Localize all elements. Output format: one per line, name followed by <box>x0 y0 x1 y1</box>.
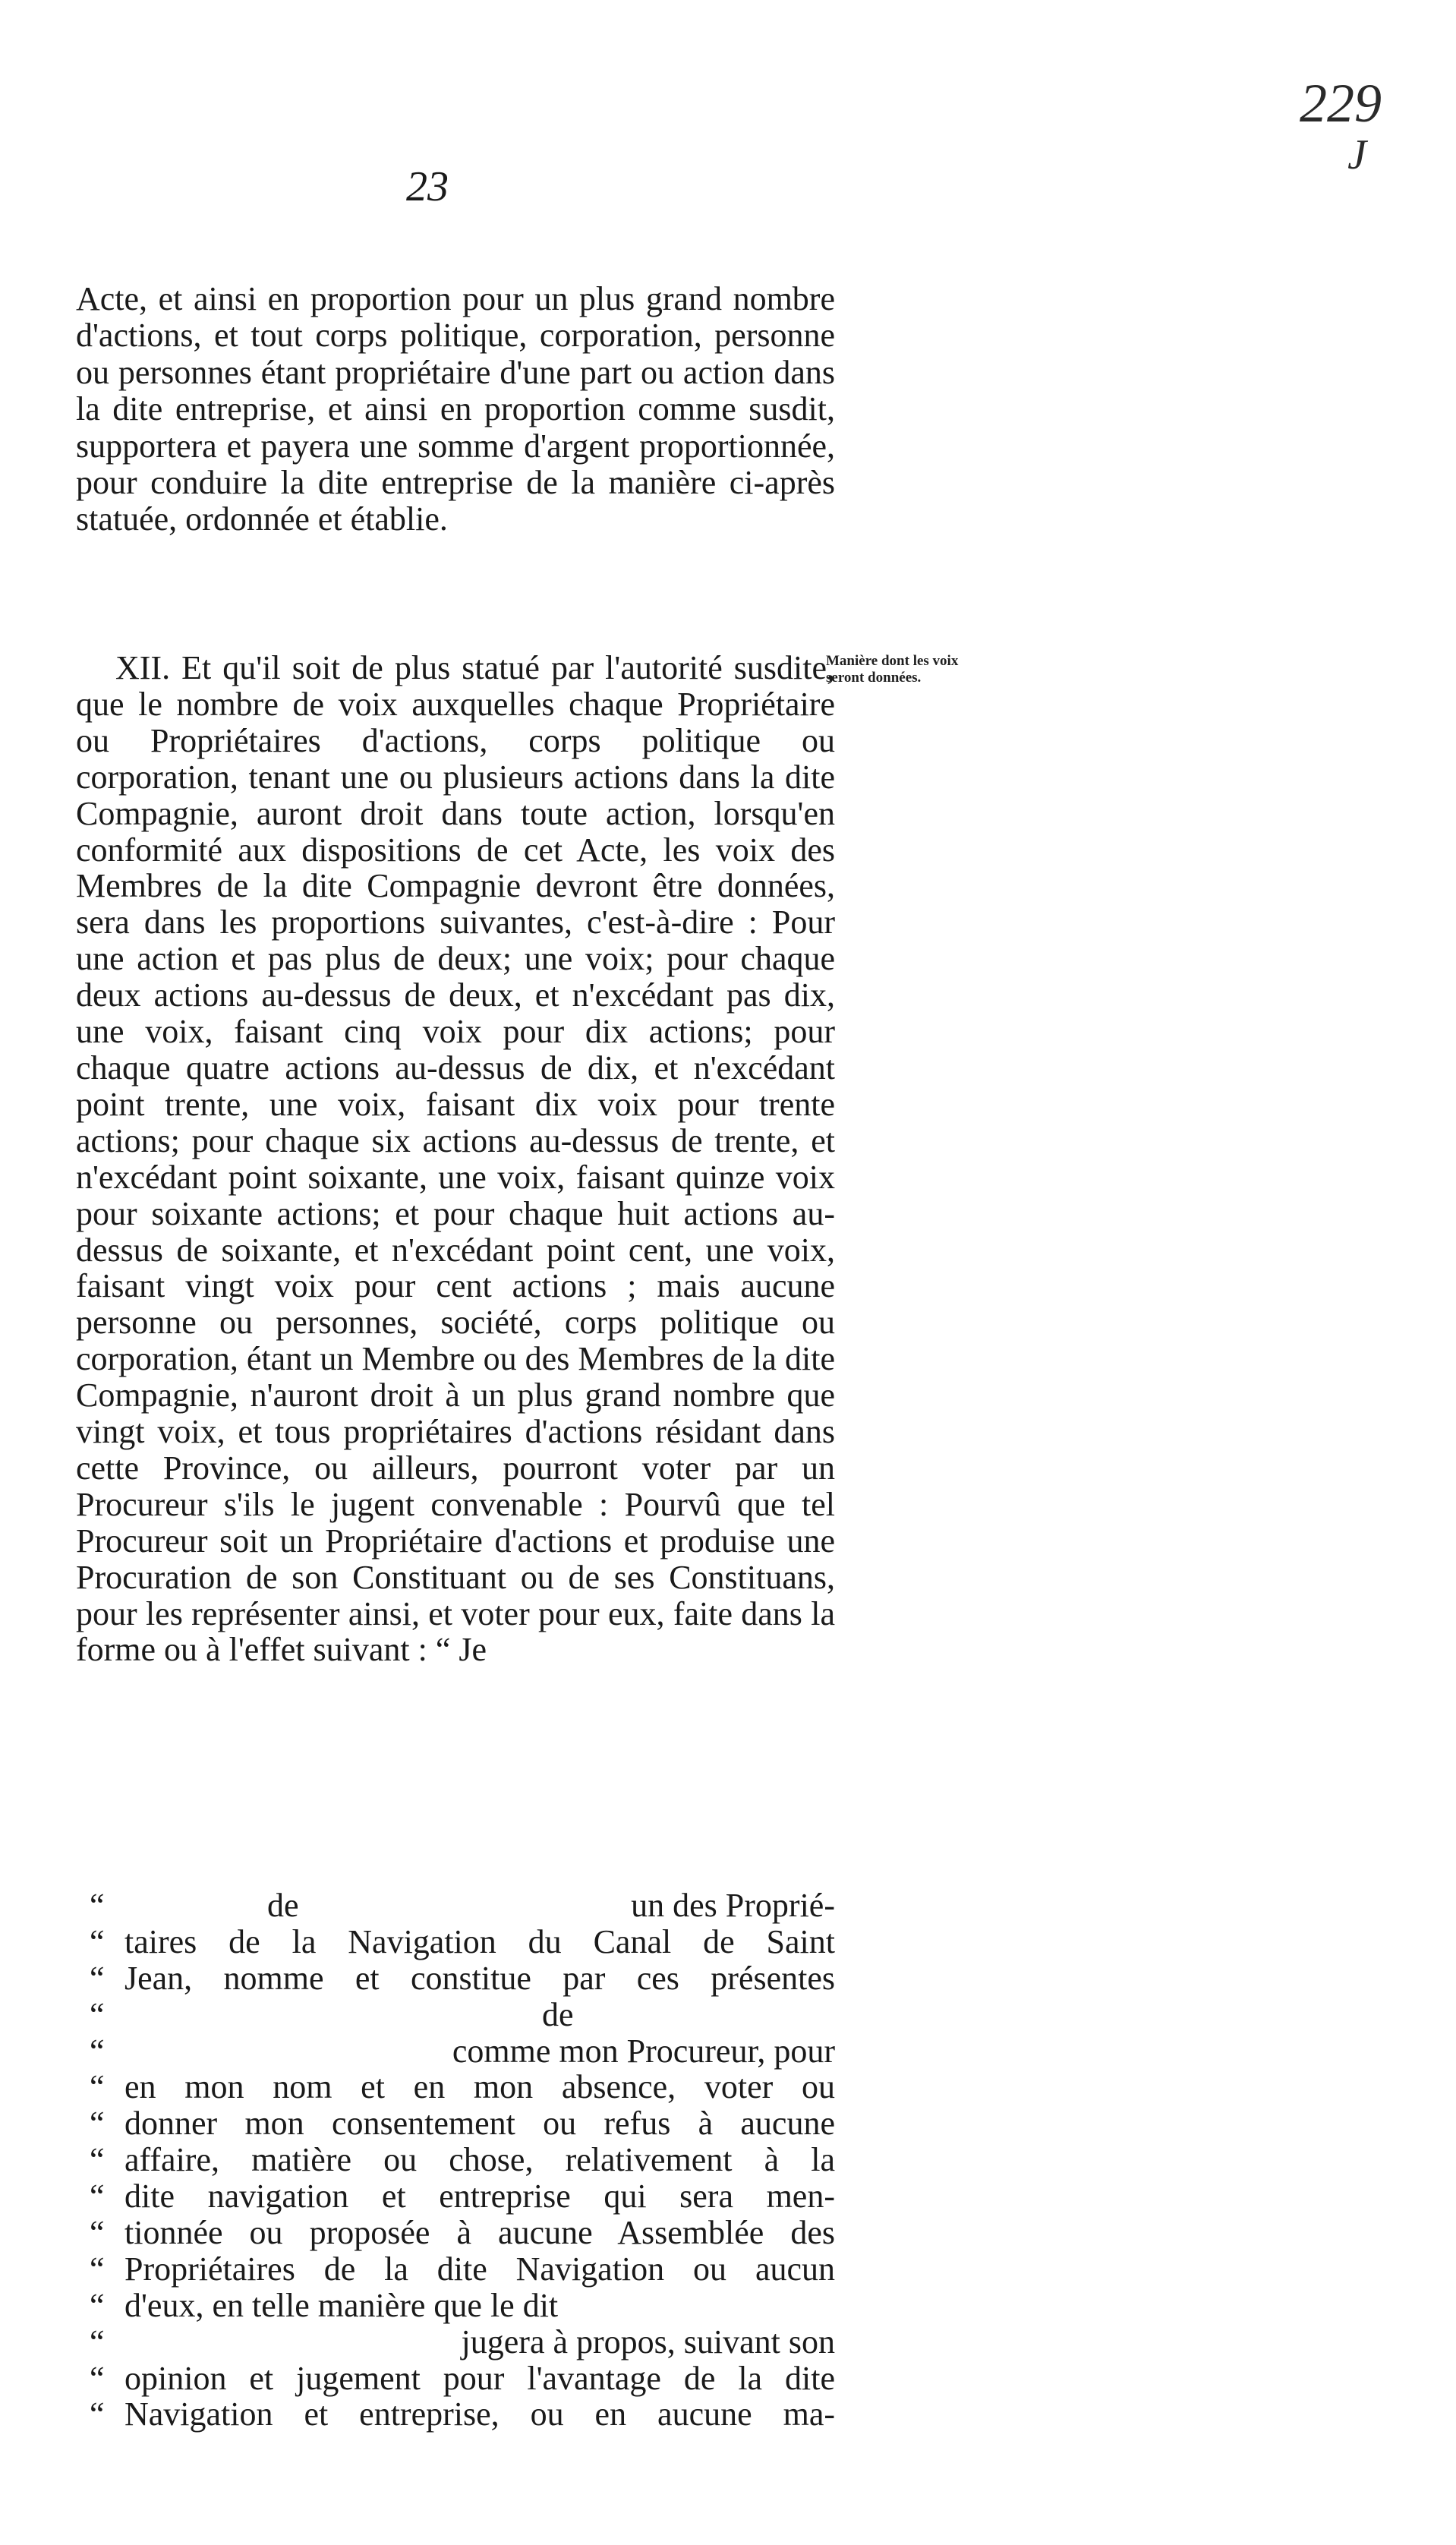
form-line-text: de <box>542 1995 574 2033</box>
form-line <box>90 2361 835 2397</box>
form-line <box>90 2142 835 2178</box>
form-line <box>90 1997 835 2033</box>
form-line-text: taires de la Navigation du Canal de Saint <box>124 1922 835 1960</box>
quote-mark: “ <box>90 2032 105 2070</box>
form-line-text: un des Proprié- <box>631 1887 835 1924</box>
form-line <box>90 2069 835 2105</box>
quote-mark: “ <box>90 2105 105 2143</box>
form-line-text: d'eux, en telle manière que le dit <box>124 2286 559 2324</box>
form-line-text: de <box>267 1887 299 1924</box>
form-line-text: tionnée ou proposée à aucune Assemblée des <box>124 2214 835 2252</box>
quote-mark: “ <box>90 2178 105 2215</box>
quote-mark: “ <box>90 2359 105 2397</box>
form-line <box>90 2215 835 2251</box>
form-line-text: affaire, matière ou chose, relativement à la <box>124 2141 835 2179</box>
form-line <box>90 2288 835 2324</box>
quote-mark: “ <box>90 2141 105 2179</box>
form-line-text: comme mon Procureur, pour <box>452 2032 835 2070</box>
page-number: 23 <box>406 163 449 210</box>
folio-number: 229 <box>1300 73 1382 134</box>
folio-mark: J <box>1347 131 1366 178</box>
form-line <box>90 1924 835 1960</box>
form-line <box>90 2324 835 2361</box>
form-line <box>90 1960 835 1997</box>
quote-mark: “ <box>90 2395 105 2433</box>
form-line-text: opinion et jugement pour l'avantage de la dite <box>124 2359 835 2397</box>
paragraph-continuation: Acte, et ainsi en proportion pour un plus grand nombre d'actions, et tout corps politique, corporation, personne ou personnes étant propriétaire d'une part ou action dans la dite entreprise, et ainsi en proportion comme susdit, supportera et payera une somme d'argent proportionnée, pour conduire la dite entreprise de la manière ci-après statuée, ordonnée et établie. <box>76 280 835 538</box>
form-line <box>90 2396 835 2433</box>
form-line <box>90 2251 835 2288</box>
form-line-text: en mon nom et en mon absence, voter ou <box>124 2068 835 2106</box>
form-line-text: jugera à propos, suivant son <box>461 2323 835 2361</box>
form-line-text: Propriétaires de la dite Navigation ou aucun <box>124 2250 835 2288</box>
quote-mark: “ <box>90 1959 105 1997</box>
quote-mark: “ <box>90 2286 105 2324</box>
form-line <box>90 2033 835 2070</box>
quote-mark: “ <box>90 2323 105 2361</box>
form-line-text: donner mon consentement ou refus à aucune <box>124 2105 835 2143</box>
quote-mark: “ <box>90 2214 105 2252</box>
quote-mark: “ <box>90 1922 105 1960</box>
quote-mark: “ <box>90 2068 105 2106</box>
article-xii-paragraph <box>76 650 835 1668</box>
article-xii-text: XII. Et qu'il soit de plus statué par l'autorité susdite, que le nombre de voix auxquelles chaque Propriétaire ou Propriétaires d'actions, corps politique ou corporation, tenant une ou plusieurs actions dans la dite Compagnie, auront droit dans toute action, lorsqu'en conformité aux dispositions de cet Acte, les voix des Membres de la dite Compagnie devront être données, sera dans les proportions suivantes, c'est-à-dire : Pour une action et pas plus de deux; une voix; pour chaque deux actions au-dessus de deux, et n'excédant pas dix, une voix, faisant cinq voix pour dix actions; pour chaque quatre actions au-dessus de dix, et n'excédant point trente, une voix, faisant dix voix pour trente actions; pour chaque six actions au-dessus de trente, et n'excédant point soixante, une voix, faisant quinze voix pour soixante actions; et pour chaque huit actions au-dessus de soixante, et n'excédant point cent, une voix, faisant vingt voix pour cent actions ; mais aucune personne ou personnes, société, corps politique ou corporation, étant un Membre ou des Membres de la dite Compagnie, n'auront droit à un plus grand nombre que vingt voix, et tous propriétaires d'actions résidant dans cette Province, ou ailleurs, pourront voter par un Procureur s'ils le jugent convenable : Pourvû que tel Procureur soit un Propriétaire d'actions et produise une Procuration de son Constituant ou de ses Constituans, pour les représenter ainsi, et voter pour eux, faite dans la forme ou à l'effet suivant : “ Je <box>76 649 835 1669</box>
margin-note: Manière dont les voix seront données. <box>826 653 959 686</box>
form-line <box>90 2105 835 2142</box>
form-line-text: Navigation et entreprise, ou en aucune ma- <box>124 2395 835 2433</box>
form-line-text: dite navigation et entreprise qui sera men- <box>124 2178 835 2215</box>
article-xii-indent <box>76 649 115 686</box>
form-line <box>90 2178 835 2215</box>
form-line-text: Jean, nomme et constitue par ces présentes <box>124 1959 835 1997</box>
quote-mark: “ <box>90 1995 105 2033</box>
quote-mark: “ <box>90 2250 105 2288</box>
quote-mark: “ <box>90 1887 105 1924</box>
form-line <box>90 1887 835 1924</box>
proxy-form <box>90 1887 835 2433</box>
